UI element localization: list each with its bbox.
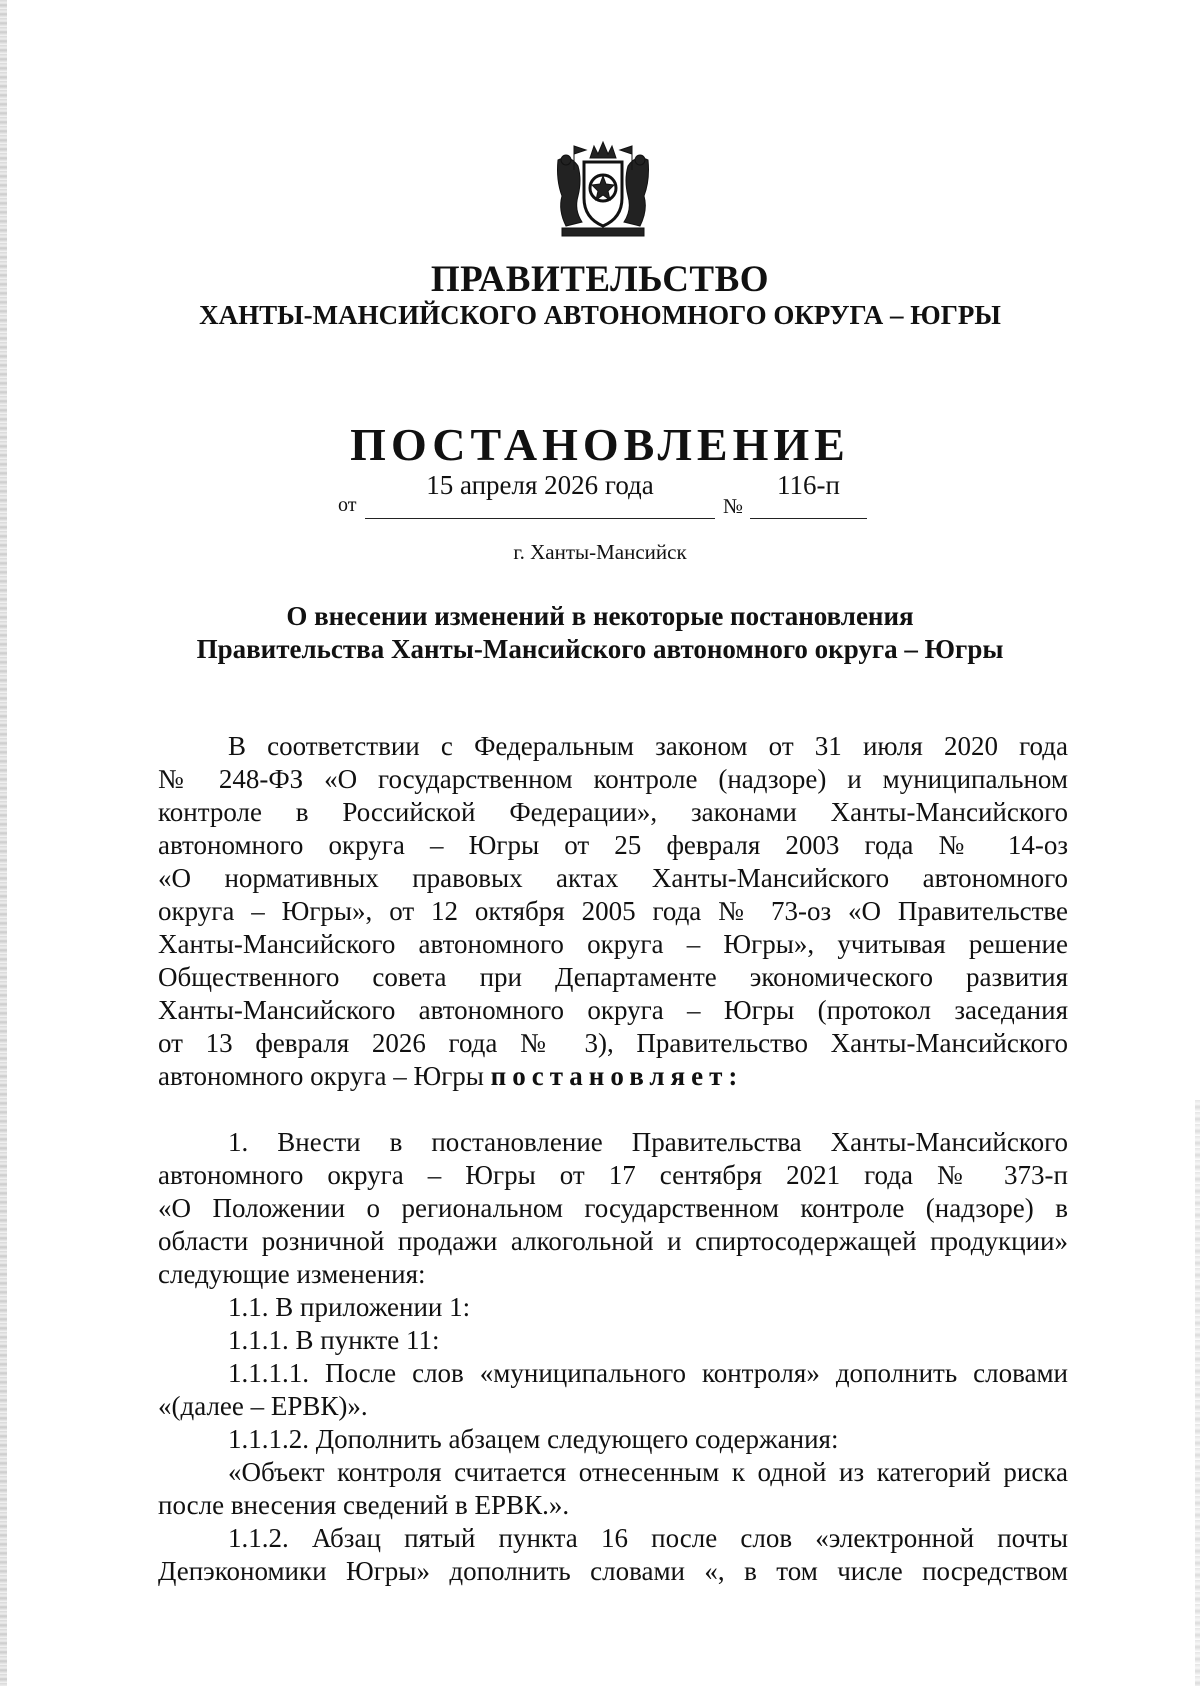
- text-line: «(далее – ЕРВК)».: [158, 1391, 368, 1421]
- document-date: 15 апреля 2026 года: [426, 470, 654, 500]
- number-underline: [750, 518, 867, 519]
- subitem-1-1-1-2: 1.1.1.2. Дополнить абзацем следующего содержания:: [228, 1424, 839, 1454]
- subitem-1-1: 1.1. В приложении 1:: [228, 1292, 471, 1322]
- text-line: области розничной продажи алкогольной и спиртосодержащей продукции»: [158, 1226, 1068, 1256]
- text-line: 1. Внести в постановление Правительства Ханты-Мансийского: [228, 1127, 1068, 1157]
- resolves-keyword: постановляет:: [490, 1061, 744, 1091]
- scan-edge-left: [0, 0, 7, 1686]
- scan-edge-right: [1195, 1100, 1200, 1686]
- document-body: [158, 730, 1068, 1588]
- subitem-1-1-1: 1.1.1. В пункте 11:: [228, 1325, 440, 1355]
- subitem-1-1-1-1: 1.1.1.1. После слов «муниципального контроля» дополнить словами: [228, 1358, 1068, 1388]
- text-line: следующие изменения:: [158, 1259, 426, 1289]
- text-line: «О нормативных правовых актах Ханты-Мансийского автономного: [158, 863, 1068, 893]
- item-1: [158, 1126, 1068, 1291]
- number-sign: №: [723, 494, 744, 518]
- paragraph-gap: [158, 1093, 1068, 1126]
- subitem-1-1-2: 1.1.2. Абзац пятый пункта 16 после слов «электронной почты: [228, 1523, 1068, 1553]
- date-number-line: [0, 470, 1200, 530]
- text-line: Ханты-Мансийского автономного округа – Югры (протокол заседания: [158, 995, 1068, 1025]
- text-line: Депэкономики Югры» дополнить словами «, в том числе посредством: [158, 1556, 1068, 1586]
- title-line: О внесении изменений в некоторые постановления: [286, 601, 914, 631]
- text-line: округа – Югры», от 12 октября 2005 года № 73-оз «О Правительстве: [158, 896, 1068, 926]
- city: г. Ханты-Мансийск: [513, 540, 687, 564]
- text-line: № 248-ФЗ «О государственном контроле (надзоре) и муниципальном: [158, 764, 1068, 794]
- document-title: [0, 600, 1200, 666]
- preamble-last-line: автономного округа – Югры: [158, 1061, 484, 1091]
- region-heading: ХАНТЫ-МАНСИЙСКОГО АВТОНОМНОГО ОКРУГА – ЮГРЫ: [199, 300, 1001, 330]
- quoted-text: «Объект контроля считается отнесенным к одной из категорий риска: [228, 1457, 1068, 1487]
- text-line: «О Положении о региональном государственном контроле (надзоре) в: [158, 1193, 1068, 1223]
- text-line: [158, 1060, 1068, 1093]
- text-line: Ханты-Мансийского автономного округа – Югры», учитывая решение: [158, 929, 1068, 959]
- preamble: [158, 730, 1068, 1093]
- document-type: ПОСТАНОВЛЕНИЕ: [350, 419, 850, 470]
- title-line: Правительства Ханты-Мансийского автономного округа – Югры: [196, 634, 1004, 664]
- date-underline: [365, 518, 715, 519]
- text-line: автономного округа – Югры от 25 февраля 2003 года № 14-оз: [158, 830, 1068, 860]
- text-line: контроле в Российской Федерации», законами Ханты-Мансийского: [158, 797, 1068, 827]
- date-prefix: от: [338, 494, 357, 516]
- text-line: от 13 февраля 2026 года № 3), Правительство Ханты-Мансийского: [158, 1028, 1068, 1058]
- text-line: Общественного совета при Департаменте экономического развития: [158, 962, 1068, 992]
- text-line: В соответствии с Федеральным законом от 31 июля 2020 года: [228, 731, 1068, 761]
- text-line: автономного округа – Югры от 17 сентября 2021 года № 373-п: [158, 1160, 1068, 1190]
- coat-of-arms-icon: [548, 140, 658, 240]
- text-line: после внесения сведений в ЕРВК.».: [158, 1490, 570, 1520]
- document-number: 116-п: [777, 470, 840, 500]
- government-heading: ПРАВИТЕЛЬСТВО: [430, 259, 770, 300]
